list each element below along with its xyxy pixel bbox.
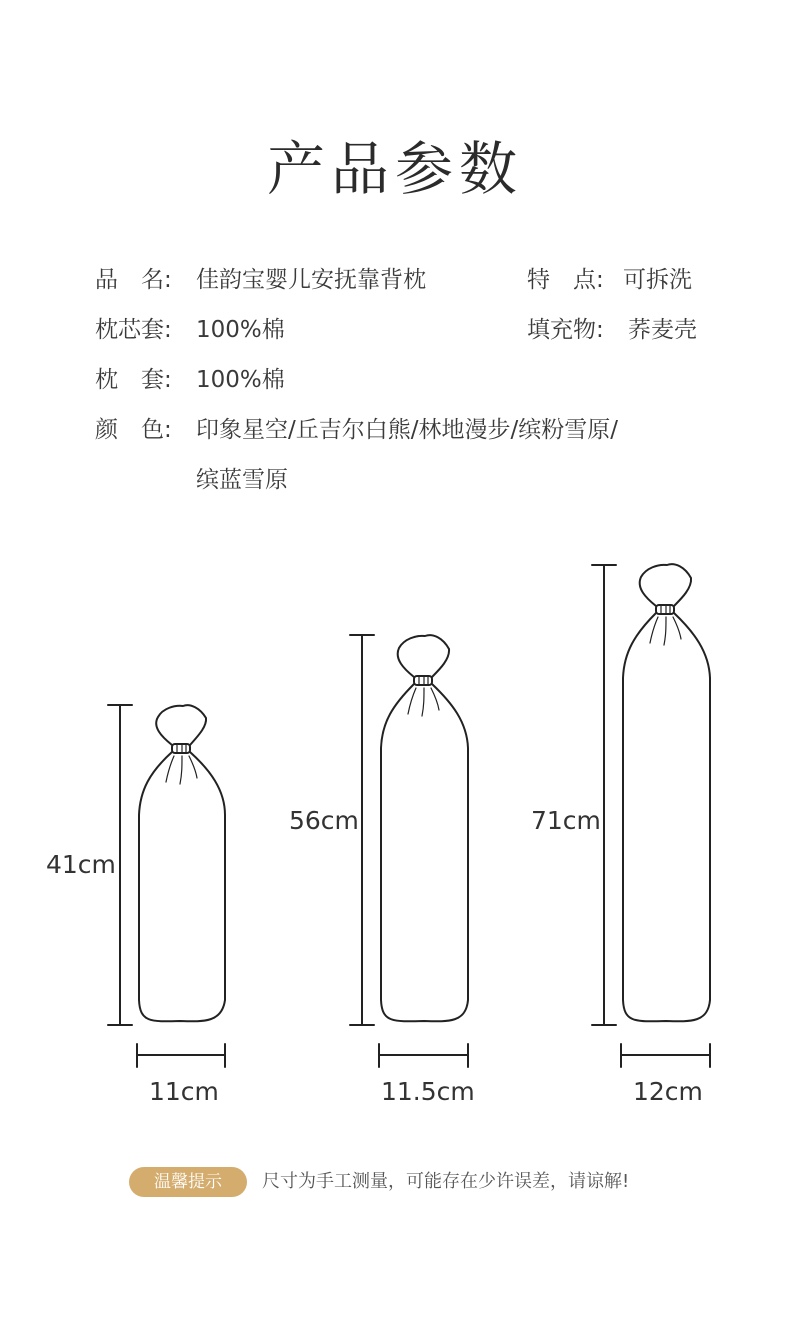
spec-feature-label: 特 点:	[527, 267, 604, 293]
pillow-knot-top	[640, 564, 691, 606]
spec-filling-value: 荞麦壳	[628, 317, 697, 343]
spec-core-cover-value: 100%棉	[196, 317, 285, 343]
width-label-small: 11cm	[149, 1077, 219, 1106]
tip-text: 尺寸为手工测量，可能存在少许误差，请谅解!	[262, 1171, 630, 1192]
spec-name-value: 佳韵宝婴儿安抚靠背枕	[196, 267, 426, 293]
width-dimension-line	[379, 1044, 468, 1067]
spec-cover-label: 枕 套:	[95, 367, 172, 393]
width-label-large: 12cm	[633, 1077, 703, 1106]
pillow-knot-top	[398, 635, 449, 677]
pillow-knot-top	[156, 705, 206, 745]
page-title: 产品参数	[266, 135, 523, 203]
height-label-small: 41cm	[46, 850, 116, 879]
pillow-knot-band	[414, 676, 432, 685]
pillow-knot-band	[172, 744, 190, 753]
pillow-body-outline	[381, 684, 468, 1021]
width-dimension-line	[621, 1044, 710, 1067]
spec-feature-value: 可拆洗	[623, 267, 692, 293]
spec-color-label: 颜 色:	[95, 417, 172, 443]
spec-color-value-line2: 缤蓝雪原	[196, 467, 288, 493]
height-label-large: 71cm	[531, 806, 601, 835]
spec-core-cover-label: 枕芯套:	[95, 317, 172, 343]
height-label-medium: 56cm	[289, 806, 359, 835]
height-dimension-line	[592, 565, 616, 1025]
spec-filling-label: 填充物:	[527, 317, 604, 343]
pillow-medium	[350, 635, 468, 1067]
width-dimension-line	[137, 1044, 225, 1067]
pillow-body-outline	[139, 752, 225, 1021]
pillow-knot-band	[656, 605, 674, 614]
tip-badge: 温馨提示	[129, 1167, 247, 1197]
pillow-small	[108, 705, 225, 1067]
spec-color-value-line1: 印象星空/丘吉尔白熊/林地漫步/缤粉雪原/	[196, 417, 618, 443]
width-label-medium: 11.5cm	[381, 1077, 475, 1106]
pillow-large	[592, 564, 710, 1067]
spec-name-label: 品 名:	[95, 267, 172, 293]
spec-cover-value: 100%棉	[196, 367, 285, 393]
pillow-body-outline	[623, 613, 710, 1021]
